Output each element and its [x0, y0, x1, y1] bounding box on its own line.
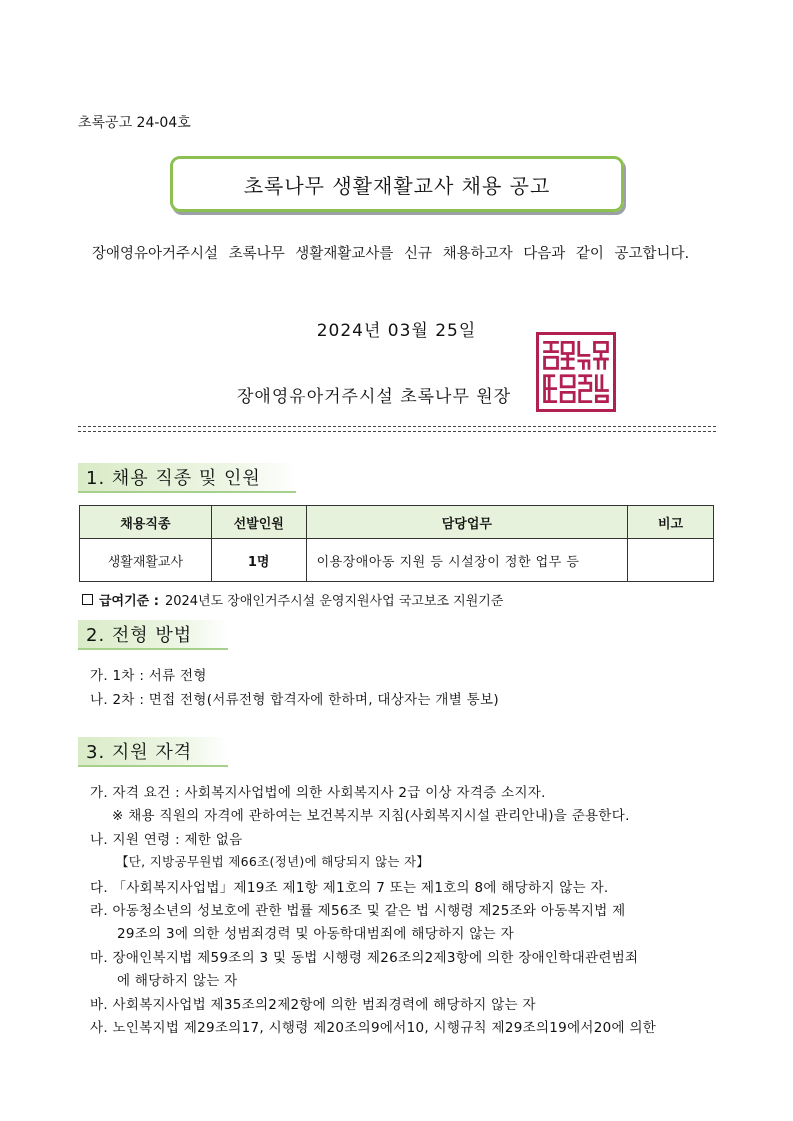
list-item: 다. 「사회복지사업법」제19조 제1항 제1호의 7 또는 제1호의 8에 해당하지 않는 자.: [90, 880, 609, 896]
list-item-continuation: 29조의 3에 의한 성범죄경력 및 아동학대범죄에 해당하지 않는 자: [117, 926, 514, 942]
seal-icon: [539, 335, 613, 409]
table-header-row: [80, 506, 714, 539]
title-box: [170, 156, 624, 212]
official-seal-stamp: [536, 332, 616, 412]
salary-text: 2024년도 장애인거주시설 운영지원사업 국고보조 지원기준: [164, 594, 504, 609]
list-item: 사. 노인복지법 제29조의17, 시행령 제20조의9에서10, 시행규칙 제29조의19에서20에 의한: [90, 1020, 657, 1036]
cell-duties: 이용장애아동 지원 등 시설장이 정한 업무 등: [306, 539, 627, 582]
list-item-continuation: 에 해당하지 않는 자: [117, 973, 238, 989]
cell-remarks: [628, 539, 714, 582]
list-note: ※ 채용 직원의 자격에 관하여는 보건복지부 지침(사회복지시설 관리안내)을 준용한다.: [112, 808, 630, 824]
header-job-type: 채용직종: [80, 506, 212, 539]
cell-headcount: 1명: [211, 539, 306, 582]
list-item: 나. 지원 연령 : 제한 없음: [90, 832, 243, 848]
header-duties: 담당업무: [306, 506, 627, 539]
section-2-heading: 2. 전형 방법: [78, 620, 228, 650]
checkbox-square-icon: [82, 594, 93, 605]
dashed-divider: [78, 431, 716, 432]
list-item: 라. 아동청소년의 성보호에 관한 법률 제56조 및 같은 법 시행령 제25조와 아동복지법 제: [90, 903, 626, 919]
list-item: 바. 사회복지사업법 제35조의2제2항에 의한 범죄경력에 해당하지 않는 자: [90, 997, 536, 1013]
list-item: 가. 자격 요건 : 사회복지사업법에 의한 사회복지사 2급 이상 자격증 소지자.: [90, 785, 546, 801]
page-title: 초록나무 생활재활교사 채용 공고: [243, 173, 551, 198]
document-number: 초록공고 24-04호: [78, 115, 191, 131]
section-1-heading: 1. 채용 직종 및 인원: [78, 463, 296, 493]
header-remarks: 비고: [628, 506, 714, 539]
section-3-heading: 3. 지원 자격: [78, 737, 228, 767]
list-item: 가. 1차 : 서류 전형: [90, 668, 207, 684]
list-item: 나. 2차 : 면접 전형(서류전형 합격자에 한하며, 대상자는 개별 통보): [90, 692, 499, 708]
intro-paragraph: 장애영유아거주시설 초록나무 생활재활교사를 신규 채용하고자 다음과 같이 공고합니다.: [92, 246, 690, 262]
table-row: [80, 539, 714, 582]
announcement-date: 2024년 03월 25일: [316, 321, 477, 341]
cell-job-type: 생활재활교사: [80, 539, 212, 582]
hiring-table: [79, 505, 714, 582]
issuer-signature: 장애영유아거주시설 초록나무 원장: [237, 387, 512, 407]
salary-standard: [82, 590, 503, 609]
dashed-divider: [78, 426, 716, 427]
header-headcount: 선발인원: [211, 506, 306, 539]
list-item: 마. 장애인복지법 제59조의 3 및 동법 시행령 제26조의2제3항에 의한 장애인학대관련범죄: [90, 950, 639, 966]
salary-label: 급여기준 :: [99, 594, 159, 609]
list-note: 【단, 지방공무원법 제66조(정년)에 해당되지 않는 자】: [116, 854, 430, 869]
